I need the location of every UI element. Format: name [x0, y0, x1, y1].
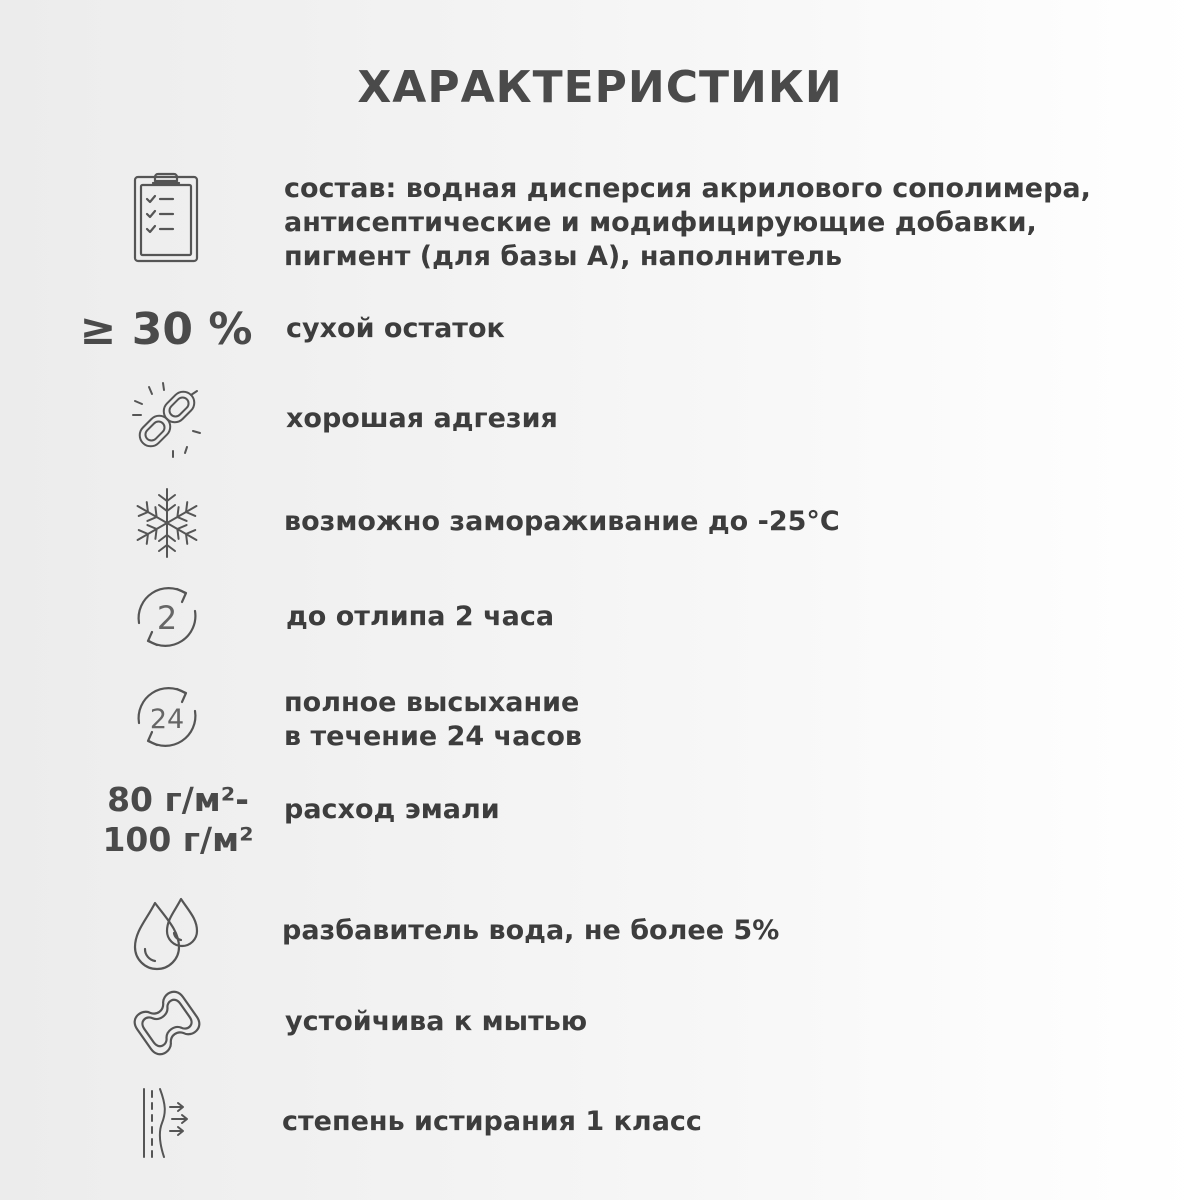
- feature-line: расход эмали: [284, 794, 500, 825]
- feature-line: сухой остаток: [286, 313, 505, 344]
- feature-text: [282, 1105, 702, 1139]
- feature-text: [286, 402, 558, 436]
- feature-line: состав: водная дисперсия акрилового сополимера,: [284, 173, 1091, 204]
- feature-line: хорошая адгезия: [286, 403, 558, 434]
- refresh-2-icon: [122, 572, 212, 662]
- abrasion-surface-icon: [122, 1078, 212, 1168]
- feature-line: разбавитель вода, не более 5%: [282, 915, 780, 946]
- consumption-value: [68, 780, 288, 860]
- clipboard-checklist-icon: [122, 172, 212, 262]
- sponge-icon: [122, 978, 212, 1068]
- feature-line: устойчива к мытью: [285, 1006, 588, 1037]
- feature-line: пигмент (для базы А), наполнитель: [284, 241, 843, 272]
- feature-line: антисептические и модифицирующие добавки,: [284, 207, 1037, 238]
- page-title: ХАРАКТЕРИСТИКИ: [357, 62, 843, 113]
- refresh-24-icon: [122, 672, 212, 762]
- consumption-value-line: 80 г/м²-: [107, 780, 249, 819]
- water-drops-icon: [122, 888, 212, 978]
- consumption-value-line: 100 г/м²: [102, 820, 254, 859]
- feature-text: [285, 1005, 587, 1039]
- feature-line: полное высыхание: [284, 687, 580, 718]
- feature-line: степень истирания 1 класс: [282, 1106, 702, 1137]
- broken-chain-icon: [122, 374, 212, 464]
- feature-text: [286, 600, 554, 634]
- feature-text: [286, 312, 505, 346]
- feature-text: [282, 914, 779, 948]
- dry-residue-value: ≥ 30 %: [79, 304, 253, 355]
- feature-text: [284, 686, 582, 754]
- refresh-2-icon-label: 2: [156, 599, 178, 637]
- feature-text: [284, 793, 500, 827]
- feature-text: [284, 172, 1091, 274]
- refresh-24-icon-label: 24: [149, 704, 185, 735]
- feature-line: возможно замораживание до -25°С: [284, 506, 840, 537]
- feature-line: в течение 24 часов: [284, 721, 582, 752]
- feature-line: до отлипа 2 часа: [286, 601, 555, 632]
- snowflake-icon: [122, 478, 212, 568]
- feature-text: [284, 505, 840, 539]
